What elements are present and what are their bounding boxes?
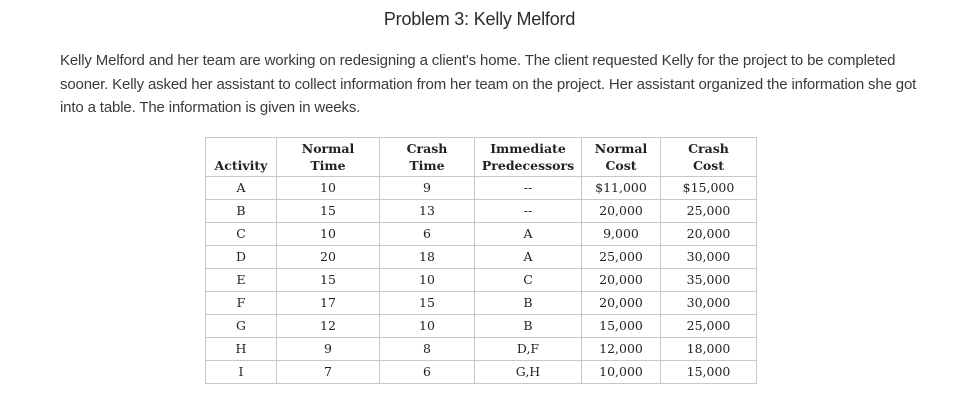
header-normal-time <box>277 138 380 177</box>
page-title: Problem 3: Kelly Melford <box>383 9 576 29</box>
cell-crash-cost: 15,000 <box>661 361 757 384</box>
cell-crash-time: 10 <box>380 269 475 292</box>
table-row <box>206 361 757 384</box>
cell-crash-cost: 25,000 <box>661 200 757 223</box>
header-crash-cost <box>661 138 757 177</box>
header-line2: Cost <box>692 158 725 173</box>
cell-normal-cost: 15,000 <box>582 315 661 338</box>
problem-description: Kelly Melford and her team are working on redesigning a client's home. The client requested Kelly for the project to be completed sooner. Kelly asked her assistant to collect information from her team on the project. Her assistant organized the information she got into a table. The information is given in weeks. <box>60 52 917 116</box>
header-line2: Activity <box>214 158 268 173</box>
cell-crash-cost: 35,000 <box>661 269 757 292</box>
cell-activity: E <box>206 269 277 292</box>
header-crash-time <box>380 138 475 177</box>
cell-activity: F <box>206 292 277 315</box>
cell-predecessors: B <box>475 315 582 338</box>
cell-activity: H <box>206 338 277 361</box>
cell-normal-cost: 9,000 <box>582 223 661 246</box>
cell-predecessors: D,F <box>475 338 582 361</box>
cell-crash-time: 15 <box>380 292 475 315</box>
cell-crash-time: 18 <box>380 246 475 269</box>
cell-normal-cost: 20,000 <box>582 292 661 315</box>
activity-table <box>205 137 757 384</box>
table-row <box>206 223 757 246</box>
cell-normal-cost: 20,000 <box>582 200 661 223</box>
table-row <box>206 269 757 292</box>
header-line2: Time <box>409 158 445 173</box>
table-row <box>206 246 757 269</box>
cell-crash-cost: 25,000 <box>661 315 757 338</box>
header-immediate-predecessors <box>475 138 582 177</box>
cell-crash-time: 9 <box>380 177 475 200</box>
cell-crash-time: 6 <box>380 223 475 246</box>
cell-crash-cost: 30,000 <box>661 292 757 315</box>
cell-normal-cost: 20,000 <box>582 269 661 292</box>
cell-crash-time: 10 <box>380 315 475 338</box>
cell-normal-time: 7 <box>277 361 380 384</box>
header-line1: Crash <box>406 141 448 156</box>
cell-normal-time: 9 <box>277 338 380 361</box>
table-row <box>206 292 757 315</box>
cell-predecessors: -- <box>475 200 582 223</box>
header-line2: Cost <box>605 158 637 173</box>
cell-predecessors: B <box>475 292 582 315</box>
cell-crash-time: 8 <box>380 338 475 361</box>
cell-predecessors: A <box>475 223 582 246</box>
header-line1: Normal <box>594 141 648 156</box>
cell-activity: G <box>206 315 277 338</box>
cell-normal-cost: $11,000 <box>582 177 661 200</box>
table-row <box>206 200 757 223</box>
cell-predecessors: G,H <box>475 361 582 384</box>
cell-normal-time: 15 <box>277 200 380 223</box>
cell-normal-time: 10 <box>277 223 380 246</box>
cell-normal-time: 12 <box>277 315 380 338</box>
cell-activity: D <box>206 246 277 269</box>
cell-activity: B <box>206 200 277 223</box>
cell-normal-cost: 12,000 <box>582 338 661 361</box>
header-normal-cost <box>582 138 661 177</box>
header-line1: Normal <box>301 141 355 156</box>
cell-normal-time: 15 <box>277 269 380 292</box>
cell-crash-cost: $15,000 <box>661 177 757 200</box>
table-header-row <box>206 138 757 177</box>
cell-activity: C <box>206 223 277 246</box>
header-line1: Crash <box>688 141 729 156</box>
table-row <box>206 315 757 338</box>
header-line2: Predecessors <box>481 158 575 173</box>
cell-crash-time: 13 <box>380 200 475 223</box>
cell-crash-cost: 30,000 <box>661 246 757 269</box>
cell-crash-cost: 20,000 <box>661 223 757 246</box>
cell-predecessors: A <box>475 246 582 269</box>
table-row <box>206 338 757 361</box>
header-line2: Time <box>310 158 346 173</box>
header-line1: Immediate <box>490 141 566 156</box>
cell-predecessors: -- <box>475 177 582 200</box>
header-activity <box>206 138 277 177</box>
cell-normal-cost: 10,000 <box>582 361 661 384</box>
cell-predecessors: C <box>475 269 582 292</box>
cell-normal-cost: 25,000 <box>582 246 661 269</box>
cell-activity: I <box>206 361 277 384</box>
cell-normal-time: 10 <box>277 177 380 200</box>
cell-normal-time: 20 <box>277 246 380 269</box>
cell-normal-time: 17 <box>277 292 380 315</box>
table-row <box>206 177 757 200</box>
cell-crash-time: 6 <box>380 361 475 384</box>
cell-crash-cost: 18,000 <box>661 338 757 361</box>
cell-activity: A <box>206 177 277 200</box>
